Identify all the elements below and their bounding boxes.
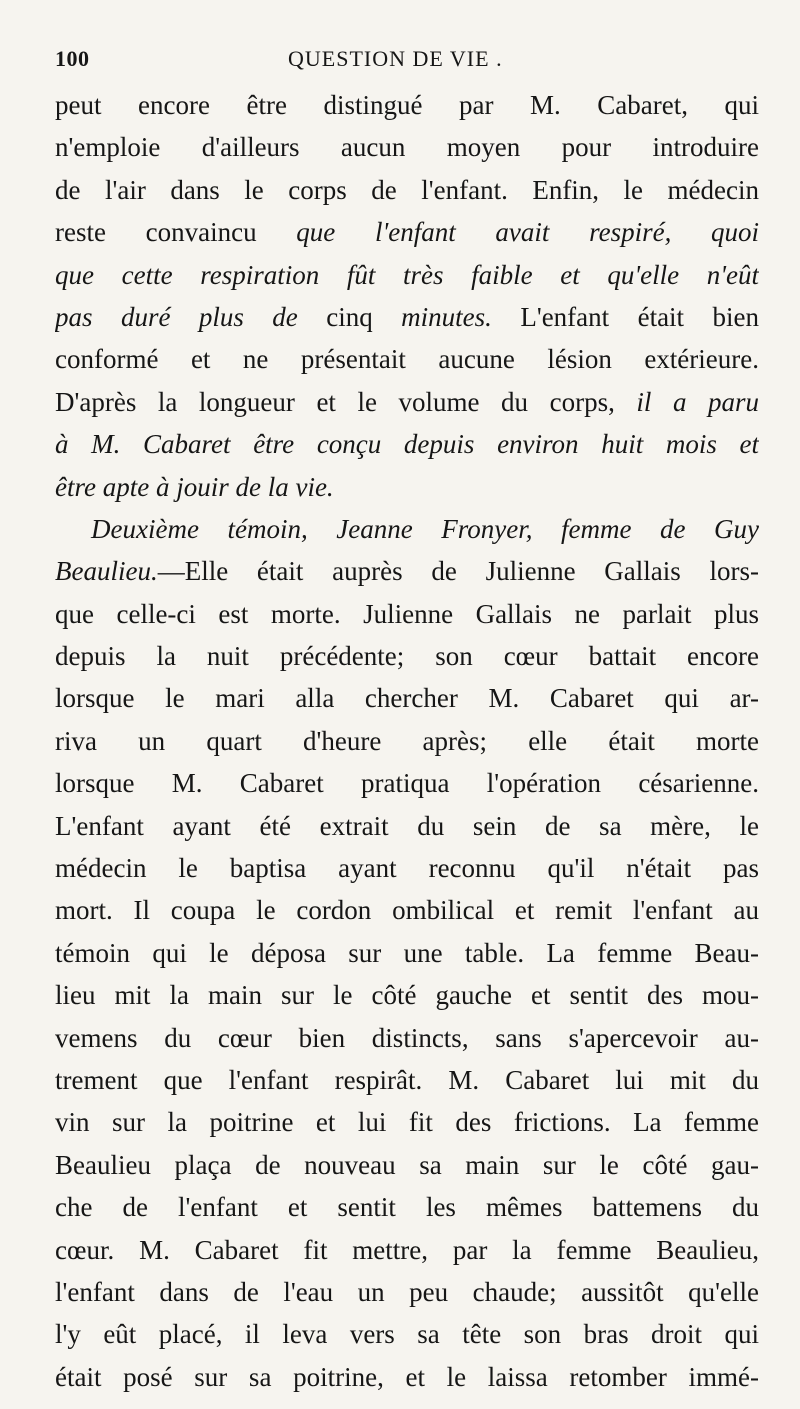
text-span: vin sur la poitrine et lui fit des frictions. La femme <box>55 1107 759 1138</box>
text-line <box>55 635 759 677</box>
italic-text: minutes. <box>401 301 492 332</box>
italic-text: pas duré plus de <box>55 301 327 332</box>
text-line <box>55 1229 759 1271</box>
italic-text: à M. Cabaret être conçu depuis environ huit mois et <box>55 429 759 460</box>
text-span: L'enfant était bien <box>491 301 759 332</box>
text-line <box>55 847 759 889</box>
text-span: D'après la longueur et le volume du corps, <box>55 386 637 417</box>
text-line <box>55 1017 759 1059</box>
text-line <box>55 932 759 974</box>
text-span: riva un quart d'heure après; elle était morte <box>55 725 759 756</box>
text-span: était posé sur sa poitrine, et le laissa retomber immé- <box>55 1361 759 1392</box>
text-line <box>55 1356 759 1398</box>
text-span: lorsque le mari alla chercher M. Cabaret qui ar- <box>55 683 759 714</box>
text-span: peut encore être distingué par M. Cabaret, qui <box>55 90 759 120</box>
text-span: que celle-ci est morte. Julienne Gallais ne parlait plus <box>55 598 759 629</box>
body-text <box>55 84 759 1398</box>
text-line <box>55 1101 759 1143</box>
italic-text: être apte à jouir de la vie. <box>55 471 334 502</box>
text-span: —Elle était auprès de Julienne Gallais lors- <box>157 556 759 587</box>
text-span: reste convaincu <box>55 217 297 248</box>
italic-text: Deuxième témoin, Jeanne Fronyer, femme de Guy <box>91 513 759 544</box>
text-line <box>55 254 759 296</box>
text-line <box>55 126 759 168</box>
text-line <box>55 211 759 253</box>
text-span: l'enfant dans de l'eau un peu chaude; aussitôt qu'elle <box>55 1276 759 1307</box>
text-line <box>55 508 759 550</box>
text-line <box>55 296 759 338</box>
text-span: che de l'enfant et sentit les mêmes battemens du <box>55 1192 759 1223</box>
text-line <box>55 1313 759 1355</box>
text-line <box>55 550 759 592</box>
text-span: conformé et ne présentait aucune lésion extérieure. <box>55 344 759 375</box>
italic-text: que l'enfant avait respiré, quoi <box>296 217 759 248</box>
text-span: n'emploie d'ailleurs aucun moyen pour introduire <box>55 132 759 163</box>
text-line <box>55 1144 759 1186</box>
italic-text: il a paru <box>636 386 759 417</box>
text-line <box>55 381 759 423</box>
running-title: QUESTION DE VIE . <box>288 46 503 71</box>
text-span: cœur. M. Cabaret fit mettre, par la femme Beaulieu, <box>55 1234 759 1265</box>
text-span: médecin le baptisa ayant reconnu qu'il n'était pas <box>55 853 759 884</box>
italic-text: Beaulieu. <box>55 556 158 587</box>
text-span: trement que l'enfant respirât. M. Cabaret lui mit du <box>55 1064 759 1095</box>
text-span: vemens du cœur bien distincts, sans s'apercevoir au- <box>55 1022 759 1053</box>
text-span: L'enfant ayant été extrait du sein de sa mère, le <box>55 810 759 841</box>
text-span: mort. Il coupa le cordon ombilical et remit l'enfant au <box>55 895 759 926</box>
text-span: l'y eût placé, il leva vers sa tête son bras droit qui <box>55 1319 759 1350</box>
italic-text: que cette respiration fût très faible et qu'elle n'eût <box>55 259 759 290</box>
text-line <box>55 423 759 465</box>
text-line <box>55 593 759 635</box>
text-line <box>55 974 759 1016</box>
text-span: lorsque M. Cabaret pratiqua l'opération césarienne. <box>55 768 759 799</box>
text-span: depuis la nuit précédente; son cœur battait encore <box>55 641 759 672</box>
text-line <box>55 762 759 804</box>
text-line <box>55 466 759 508</box>
text-line <box>55 1059 759 1101</box>
text-line <box>55 338 759 380</box>
text-span: cinq <box>326 301 402 332</box>
text-line <box>55 677 759 719</box>
text-span: lieu mit la main sur le côté gauche et sentit des mou- <box>55 980 759 1011</box>
text-line <box>55 1186 759 1228</box>
page-header <box>55 44 755 78</box>
text-line <box>55 805 759 847</box>
text-span: Beaulieu plaça de nouveau sa main sur le côté gau- <box>55 1149 759 1180</box>
text-line <box>55 169 759 211</box>
text-line <box>55 84 759 126</box>
text-line <box>55 1271 759 1313</box>
text-line <box>55 720 759 762</box>
text-line <box>55 889 759 931</box>
text-span: témoin qui le déposa sur une table. La femme Beau- <box>55 937 759 968</box>
page-number: 100 <box>55 46 90 71</box>
text-span: de l'air dans le corps de l'enfant. Enfin, le médecin <box>55 174 759 205</box>
